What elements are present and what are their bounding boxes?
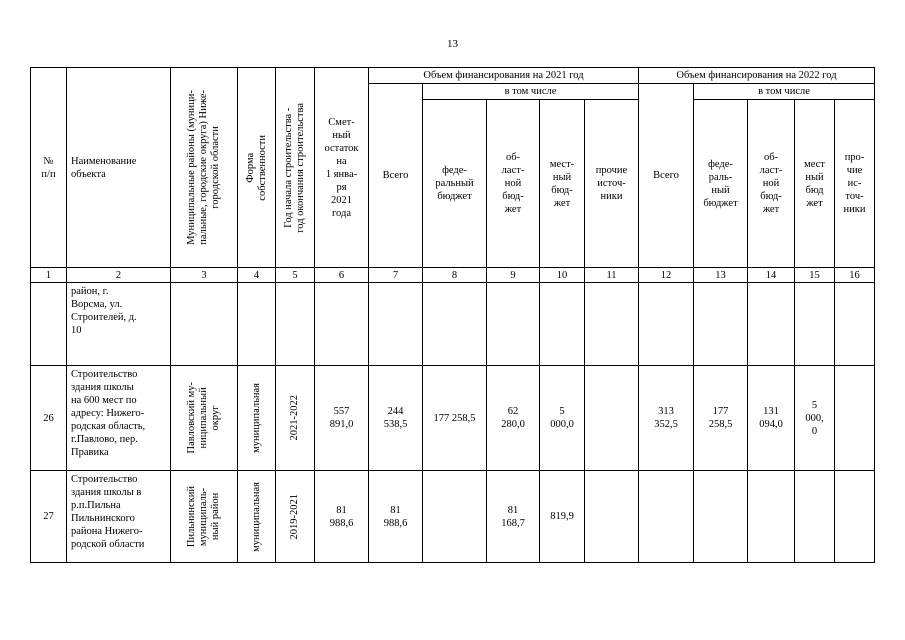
column-number: 11 (585, 268, 639, 283)
header-total-2021: Всего (369, 84, 423, 268)
column-number: 9 (487, 268, 540, 283)
header-federal-2021: феде- ральный бюджет (423, 100, 487, 268)
row-district: Павловский му- ниципальный округ (171, 366, 238, 471)
table-row (31, 366, 875, 471)
row-regional-2022 (748, 283, 795, 366)
row-object-name: Строительство здания школы в р.п.Пильна Пильнинского района Нижего- родской области (67, 471, 171, 563)
row-regional-2021: 81 168,7 (487, 471, 540, 563)
row-federal-2021 (423, 283, 487, 366)
header-estimate-balance: Смет- ный остаток на 1 янва- ря 2021 года (315, 68, 369, 268)
row-regional-2022: 131 094,0 (748, 366, 795, 471)
row-regional-2021 (487, 283, 540, 366)
header-num: № п/п (31, 68, 67, 268)
row-local-2021: 819,9 (540, 471, 585, 563)
header-financing-2021: Объем финансирования на 2021 год (369, 68, 639, 84)
header-other-2021: прочие источ- ники (585, 100, 639, 268)
column-number: 8 (423, 268, 487, 283)
header-districts: Муниципальные районы (муници- пальные, городские округа) Ниже- городской области (171, 68, 238, 268)
row-total-2022 (639, 471, 694, 563)
row-local-2021 (540, 283, 585, 366)
header-total-2022: Всего (639, 84, 694, 268)
row-balance: 557 891,0 (315, 366, 369, 471)
row-num: 27 (31, 471, 67, 563)
row-local-2022: 5 000, 0 (795, 366, 835, 471)
row-years: 2019-2021 (276, 471, 315, 563)
row-federal-2022 (694, 283, 748, 366)
column-number: 14 (748, 268, 795, 283)
row-local-2021: 5 000,0 (540, 366, 585, 471)
header-object-name: Наименование объекта (67, 68, 171, 268)
header-federal-2022: феде- раль- ный бюджет (694, 100, 748, 268)
column-number: 7 (369, 268, 423, 283)
column-number: 12 (639, 268, 694, 283)
page-number: 13 (447, 38, 458, 50)
table-row (31, 471, 875, 563)
header-regional-2021: об- ласт- ной бюд- жет (487, 100, 540, 268)
row-ownership: муниципальная (238, 471, 276, 563)
row-local-2022 (795, 471, 835, 563)
header-local-2022: мест ный бюд жет (795, 100, 835, 268)
header-including-2022: в том числе (694, 84, 875, 100)
row-years (276, 283, 315, 366)
column-number: 15 (795, 268, 835, 283)
column-number: 1 (31, 268, 67, 283)
column-number: 16 (835, 268, 875, 283)
column-number: 6 (315, 268, 369, 283)
column-numbers-row (31, 268, 875, 283)
header-financing-2022: Объем финансирования на 2022 год (639, 68, 875, 84)
column-number: 10 (540, 268, 585, 283)
row-other-2022 (835, 366, 875, 471)
row-district (171, 283, 238, 366)
row-other-2021 (585, 366, 639, 471)
table-row (31, 283, 875, 366)
row-federal-2022 (694, 471, 748, 563)
row-balance: 81 988,6 (315, 471, 369, 563)
column-number: 13 (694, 268, 748, 283)
row-years: 2021-2022 (276, 366, 315, 471)
row-other-2022 (835, 283, 875, 366)
header-local-2021: мест- ный бюд- жет (540, 100, 585, 268)
row-federal-2022: 177 258,5 (694, 366, 748, 471)
row-district: Пильнинский муниципаль- ный район (171, 471, 238, 563)
row-total-2021 (369, 283, 423, 366)
row-regional-2021: 62 280,0 (487, 366, 540, 471)
header-years: Год начала строительства - год окончания строительства (276, 68, 315, 268)
row-ownership (238, 283, 276, 366)
row-total-2022: 313 352,5 (639, 366, 694, 471)
row-object-name: район, г. Ворсма, ул. Строителей, д. 10 (67, 283, 171, 366)
header-other-2022: про- чие ис- точ- ники (835, 100, 875, 268)
header-regional-2022: об- ласт- ной бюд- жет (748, 100, 795, 268)
row-total-2022 (639, 283, 694, 366)
row-object-name: Строительство здания школы на 600 мест по адресу: Нижего- родская область, г.Павлово, пер. Правика (67, 366, 171, 471)
column-number: 3 (171, 268, 238, 283)
row-total-2021: 81 988,6 (369, 471, 423, 563)
row-num: 26 (31, 366, 67, 471)
row-other-2022 (835, 471, 875, 563)
row-other-2021 (585, 283, 639, 366)
row-ownership: муниципальная (238, 366, 276, 471)
row-other-2021 (585, 471, 639, 563)
row-federal-2021: 177 258,5 (423, 366, 487, 471)
row-balance (315, 283, 369, 366)
row-federal-2021 (423, 471, 487, 563)
header-including-2021: в том числе (423, 84, 639, 100)
financing-table (30, 67, 875, 563)
row-local-2022 (795, 283, 835, 366)
row-num (31, 283, 67, 366)
column-number: 2 (67, 268, 171, 283)
row-regional-2022 (748, 471, 795, 563)
header-ownership: Форма собственности (238, 68, 276, 268)
column-number: 4 (238, 268, 276, 283)
row-total-2021: 244 538,5 (369, 366, 423, 471)
column-number: 5 (276, 268, 315, 283)
